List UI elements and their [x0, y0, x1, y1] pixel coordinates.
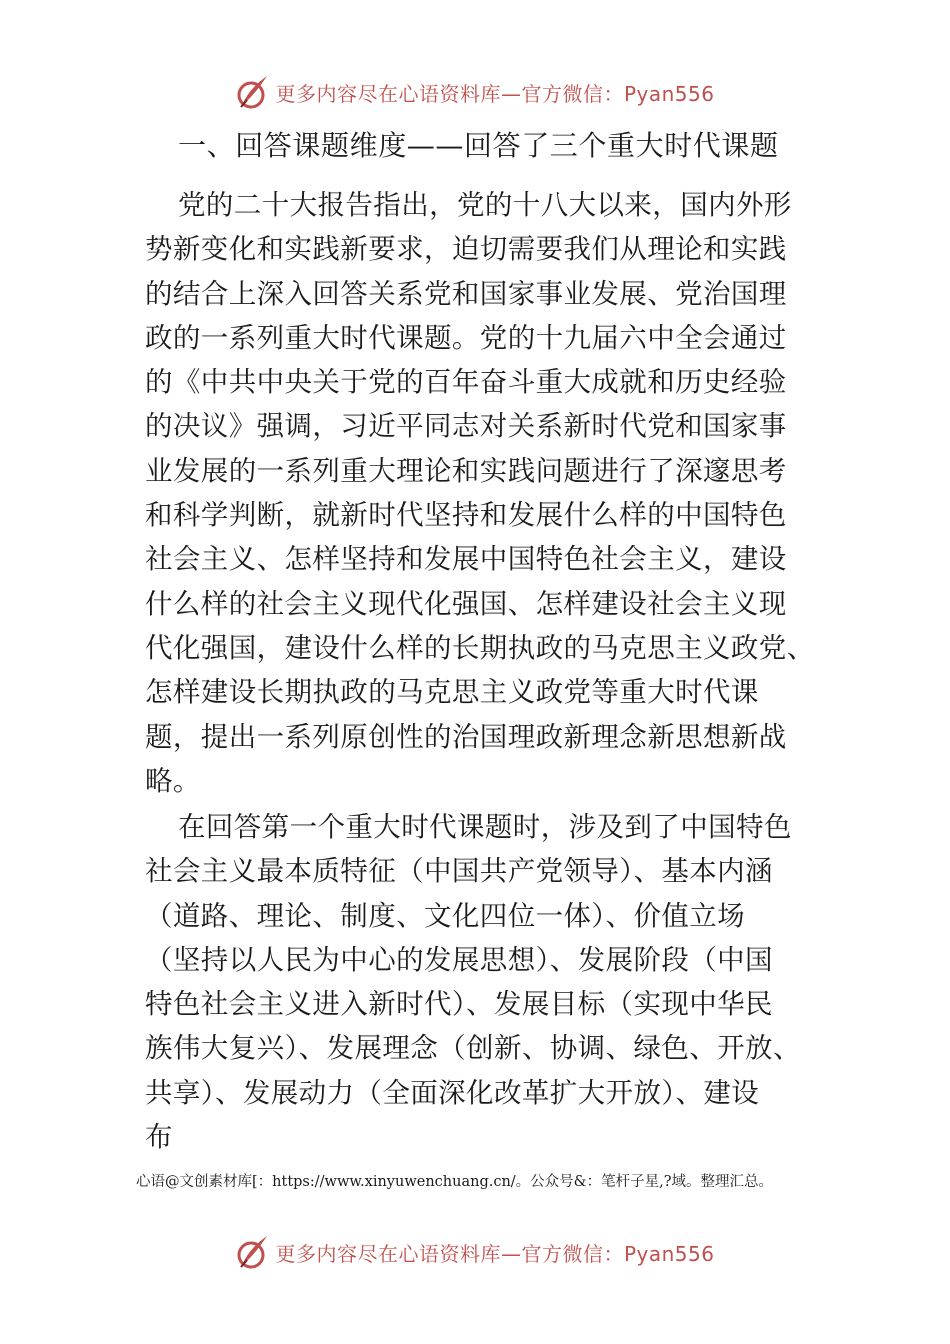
- paragraph-line: 什么样的社会主义现代化强国、怎样建设社会主义现: [145, 587, 787, 620]
- paragraph-line: （坚持以人民为中心的发展思想）、发展阶段（中国: [145, 943, 773, 976]
- footer-banner: [0, 1228, 950, 1276]
- paragraph-line: 的《中共中央关于党的百年奋斗重大成就和历史经验: [145, 366, 787, 399]
- paragraph-line: 在回答第一个重大时代课题时，涉及到了中国特色: [178, 811, 792, 843]
- paragraph-line: （道路、理论、制度、文化四位一体）、价值立场: [145, 899, 746, 932]
- quill-pen-logo-icon: [235, 73, 269, 111]
- quill-pen-logo-icon: [235, 1233, 269, 1271]
- paragraph-2: [145, 805, 815, 1159]
- paragraph-line: 的决议》强调，习近平同志对关系新时代党和国家事: [145, 410, 787, 443]
- paragraph-line: 的结合上深入回答关系党和国家事业发展、党治国理: [145, 277, 787, 310]
- paragraph-line: 社会主义、怎样坚持和发展中国特色社会主义，建设: [145, 543, 787, 576]
- paragraph-line: 略。: [145, 764, 201, 797]
- paragraph-line: 党的二十大报告指出，党的十八大以来，国内外形: [178, 189, 792, 221]
- paragraph-line: 业发展的一系列重大理论和实践问题进行了深邃思考: [145, 454, 787, 487]
- paragraph-line: 和科学判断，就新时代坚持和发展什么样的中国特色: [145, 499, 787, 532]
- banner-text: 更多内容尽在心语资料库—官方微信：Pyan556: [275, 1241, 715, 1266]
- paragraph-line: 势新变化和实践新要求，迫切需要我们从理论和实践: [145, 233, 787, 266]
- paragraph-line: 布: [145, 1121, 173, 1154]
- paragraph-line: 代化强国，建设什么样的长期执政的马克思主义政党、: [145, 631, 815, 664]
- paragraph-line: 社会主义最本质特征（中国共产党领导）、基本内涵: [145, 855, 773, 888]
- paragraph-line: 政的一系列重大时代课题。党的十九届六中全会通过: [145, 321, 787, 354]
- banner-text: 更多内容尽在心语资料库—官方微信：Pyan556: [275, 81, 715, 106]
- paragraph-1: [145, 183, 815, 803]
- paragraph-line: 特色社会主义进入新时代）、发展目标（实现中华民: [145, 988, 773, 1021]
- paragraph-line: 怎样建设长期执政的马克思主义政党等重大时代课: [145, 676, 759, 709]
- header-banner: [0, 68, 950, 116]
- paragraph-line: 共享）、发展动力（全面深化改革扩大开放）、建设: [145, 1076, 760, 1109]
- paragraph-line: 族伟大复兴）、发展理念（创新、协调、绿色、开放、: [145, 1032, 801, 1065]
- source-note: 心语@文创素材库[：https://www.xinyuwenchuang.cn/。公众号&：笔杆子星,?域。整理汇总。: [136, 1174, 773, 1190]
- paragraph-line: 题，提出一系列原创性的治国理政新理念新思想新战: [145, 720, 787, 753]
- section-heading: 一、回答课题维度——回答了三个重大时代课题: [178, 129, 779, 162]
